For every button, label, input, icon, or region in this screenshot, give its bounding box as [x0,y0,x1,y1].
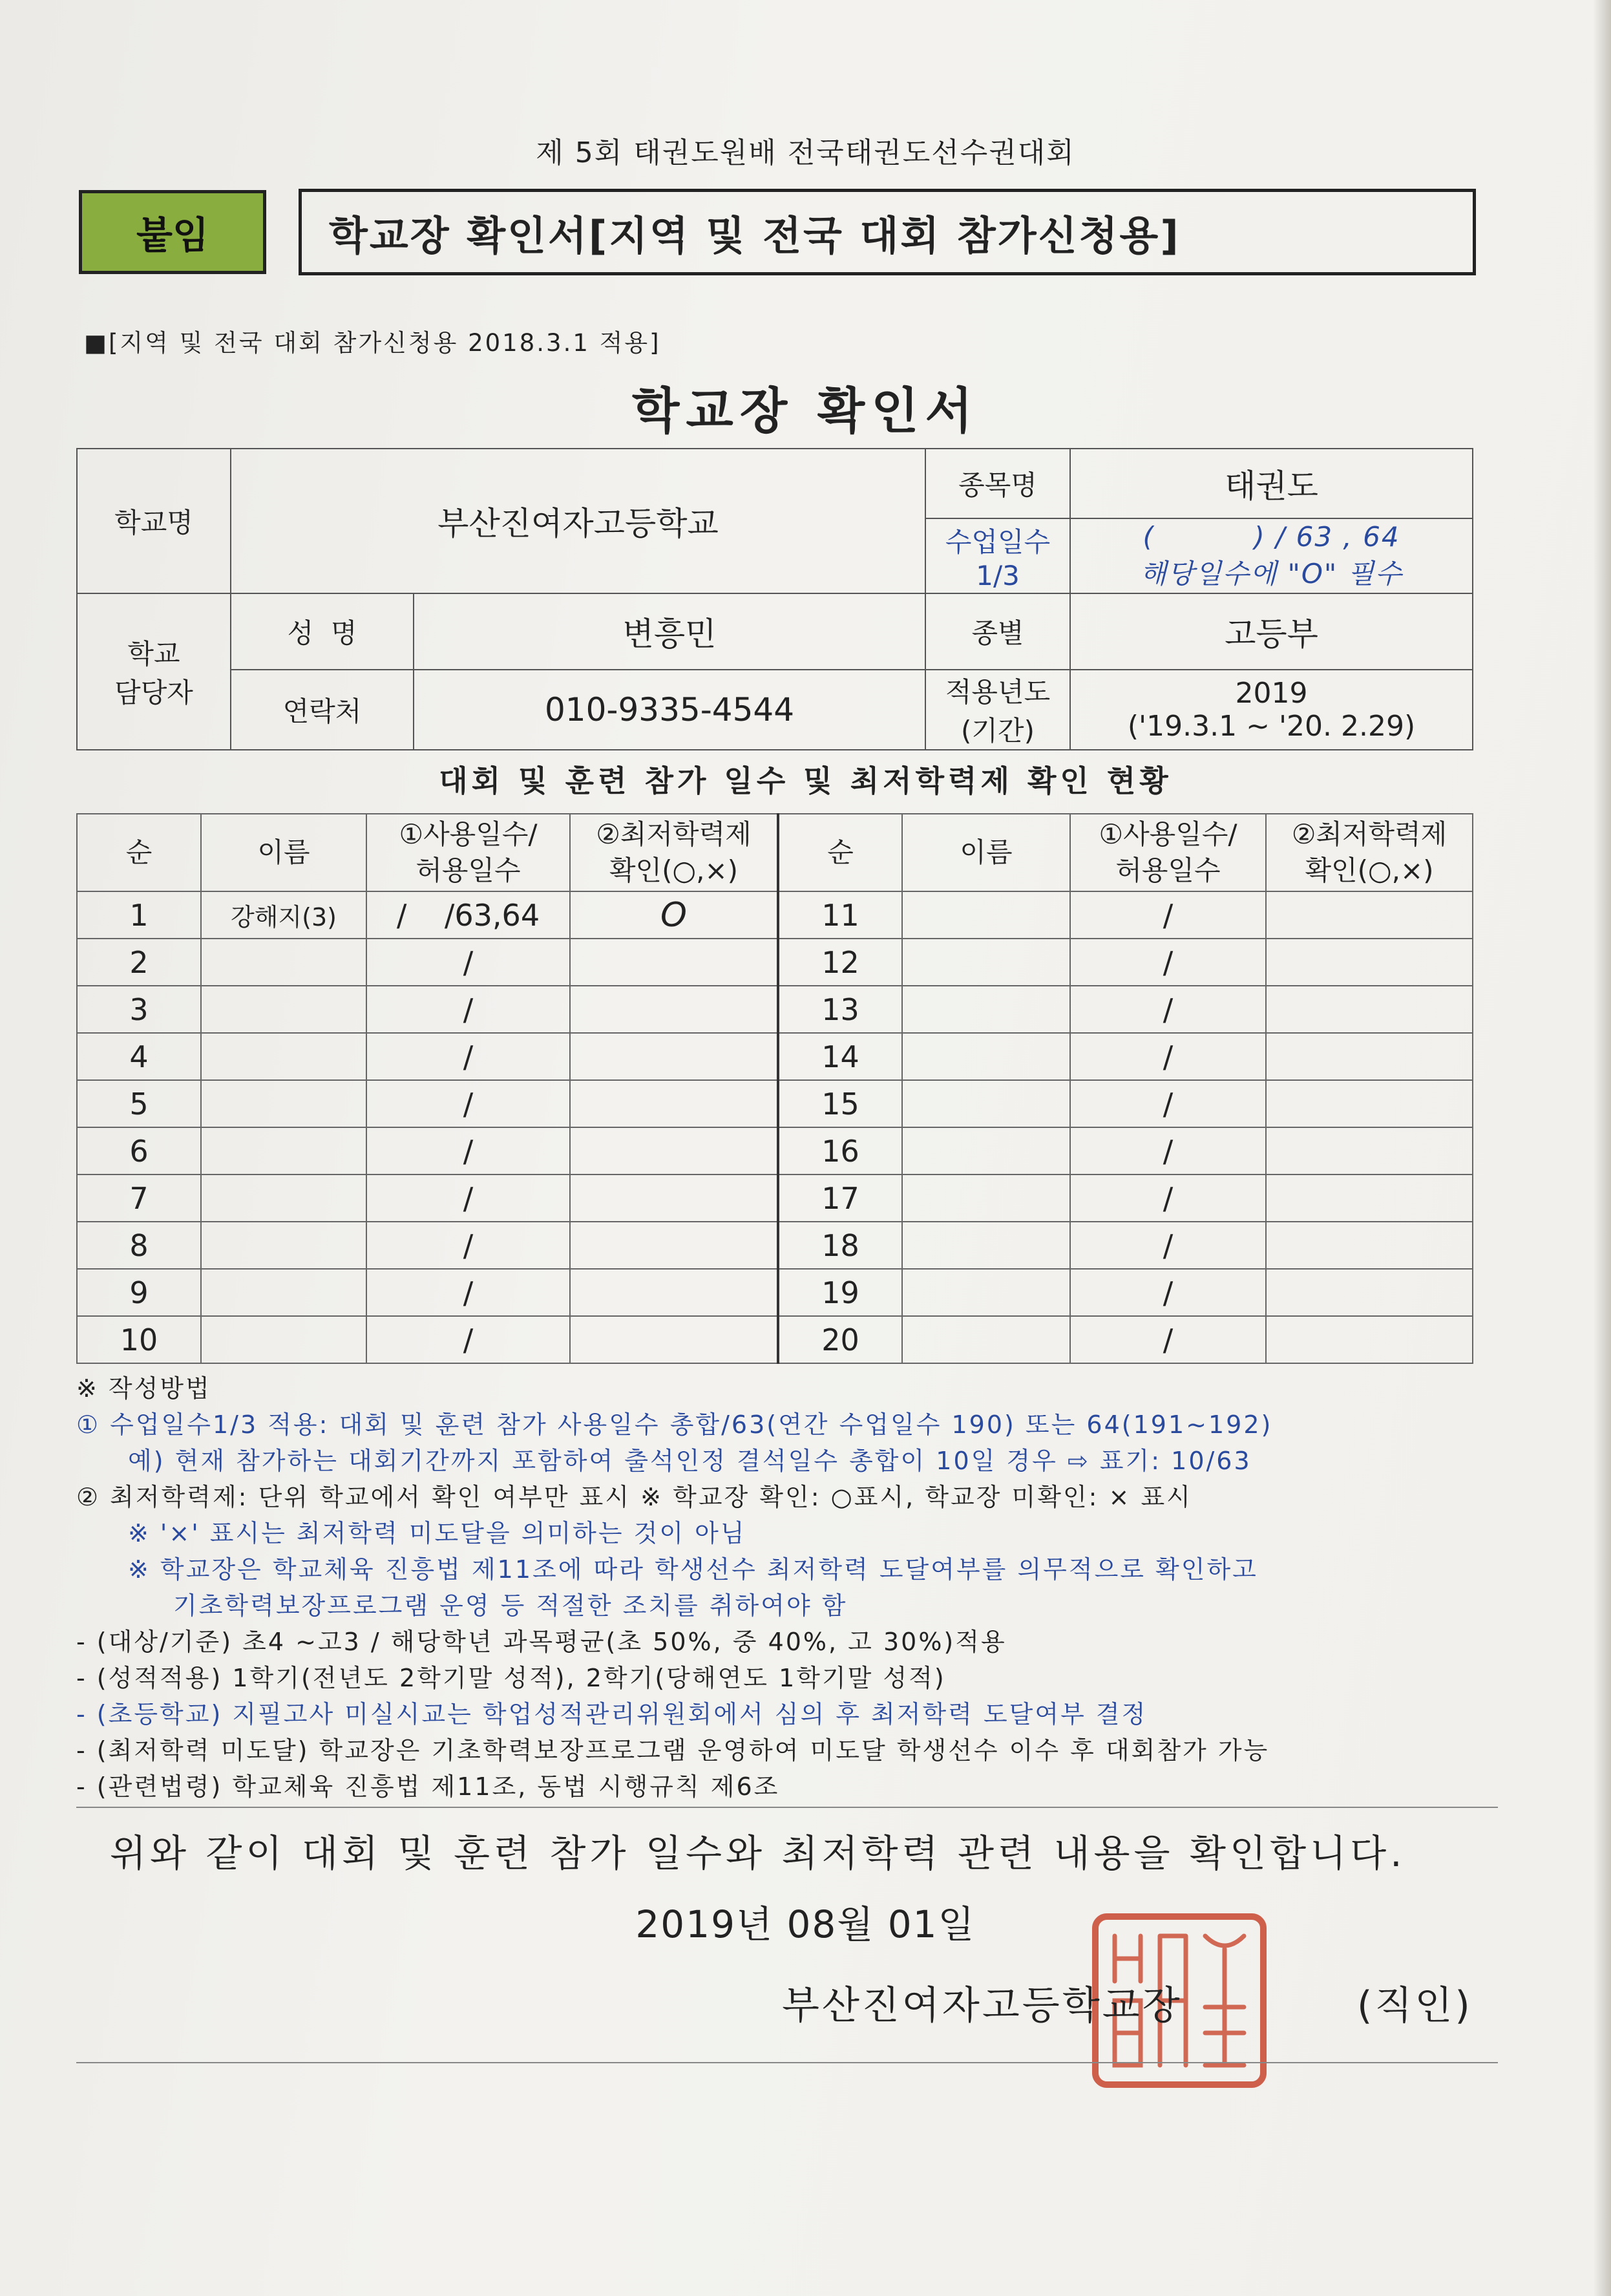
usage-days-right: / [1070,939,1266,986]
usage-days-right: / [1070,891,1266,939]
header-days-right [1070,814,1266,891]
year-label [925,670,1070,750]
header-min-grade-right [1266,814,1473,891]
table-row [77,1269,1473,1316]
row-number: 10 [77,1316,201,1363]
method-line-5: ※ 학교장은 학교체육 진흥법 제11조에 따라 학생선수 최저학력 도달여부를 의무적으로 확인하고 [128,1555,1258,1584]
row-number-right: 14 [778,1033,902,1080]
min-grade-check-right [1266,1269,1473,1316]
usage-days: / [366,1080,570,1127]
table-row [77,986,1473,1033]
table-row [77,1033,1473,1080]
method-line-11: - (관련법령) 학교체육 진흥법 제11조, 동법 시행규칙 제6조 [76,1772,780,1801]
table-row [77,1175,1473,1222]
student-name: 강해지(3) [201,891,366,939]
table-row [77,1316,1473,1363]
row-number-right: 12 [778,939,902,986]
student-name-right [902,1033,1070,1080]
student-name [201,939,366,986]
document-title: 학교장 확인서 [632,382,979,440]
header-min-right-line1: ②최저학력제 [1291,818,1448,850]
event-title: 제 5회 태권도원배 전국태권도선수권대회 [536,136,1075,169]
usage-days: / [366,1175,570,1222]
manager-label-line2: 담당자 [114,677,193,708]
usage-days: / [366,986,570,1033]
min-grade-check-right [1266,891,1473,939]
writing-instructions [76,1370,1498,1805]
student-name [201,1080,366,1127]
header-days-line1: ①사용일수/ [399,818,538,850]
usage-days: / [366,1033,570,1080]
status-section-title: 대회 및 훈련 참가 일수 및 최저학력제 확인 현황 [439,763,1172,798]
header-days-line2: 허용일수 [416,855,521,886]
student-name [201,1033,366,1080]
usage-days-right: / [1070,1127,1266,1175]
applicability-note: ■[지역 및 전국 대회 참가신청용 2018.3.1 적용] [84,329,661,357]
contact-value: 010-9335-4544 [414,670,925,750]
min-grade-check-right [1266,1175,1473,1222]
row-number-right: 13 [778,986,902,1033]
year-value [1070,670,1473,750]
student-name-right [902,1080,1070,1127]
header-days-right-line1: ①사용일수/ [1099,818,1237,850]
class-days-value [1070,518,1473,593]
event-label: 종목명 [925,449,1070,518]
student-name [201,1222,366,1269]
student-name-right [902,986,1070,1033]
min-grade-check [570,1127,778,1175]
row-number-right: 15 [778,1080,902,1127]
min-grade-check-right [1266,1222,1473,1269]
manager-name: 변흥민 [414,593,925,670]
row-number: 3 [77,986,201,1033]
student-name-right [902,1175,1070,1222]
student-name [201,1316,366,1363]
row-number-right: 18 [778,1222,902,1269]
method-line-6: 기초학력보장프로그램 운영 등 적절한 조치를 취하여야 함 [173,1591,848,1620]
usage-days: / [366,939,570,986]
division-value: 고등부 [1070,593,1473,670]
table-row [77,1127,1473,1175]
student-name-right [902,939,1070,986]
min-grade-check [570,986,778,1033]
min-grade-check-right [1266,1316,1473,1363]
header-title-box: 학교장 확인서[지역 및 전국 대회 참가신청용] [299,189,1476,275]
row-number-right: 20 [778,1316,902,1363]
method-line-3: ② 최저학력제: 단위 학교에서 확인 여부만 표시 ※ 학교장 확인: ○표시, 학교장 미확인: × 표시 [76,1483,1192,1511]
table-row [77,939,1473,986]
participation-table [76,813,1473,1364]
class-days-value-line1: ( ) / 63 , 64 [1142,520,1400,553]
manager-label [77,593,231,750]
min-grade-check-right [1266,1033,1473,1080]
min-grade-check [570,1175,778,1222]
manager-label-line1: 학교 [127,638,180,670]
row-number: 4 [77,1033,201,1080]
row-number-right: 11 [778,891,902,939]
usage-days: / [366,1316,570,1363]
header-min-right-line2: 확인(○,×) [1305,855,1434,886]
usage-days: / [366,1127,570,1175]
divider-bottom [76,2062,1498,2063]
min-grade-check [570,1316,778,1363]
row-number-right: 17 [778,1175,902,1222]
min-grade-check [570,1080,778,1127]
event-value: 태권도 [1070,449,1473,518]
header-days-right-line2: 허용일수 [1115,855,1221,886]
row-number: 1 [77,891,201,939]
min-grade-check: O [570,891,778,939]
student-name-right [902,891,1070,939]
min-grade-check [570,1033,778,1080]
min-grade-check-right [1266,1127,1473,1175]
header-min-line2: 확인(○,×) [609,855,739,886]
table-row [77,1222,1473,1269]
row-number-right: 19 [778,1269,902,1316]
row-number: 2 [77,939,201,986]
usage-days-right: / [1070,1175,1266,1222]
student-name-right [902,1269,1070,1316]
usage-days-right: / [1070,1269,1266,1316]
row-number: 5 [77,1080,201,1127]
school-name: 부산진여자고등학교 [231,449,925,593]
row-number: 8 [77,1222,201,1269]
name-label: 성 명 [231,593,414,670]
division-label: 종별 [925,593,1070,670]
header-days [366,814,570,891]
method-line-1: ① 수업일수1/3 적용: 대회 및 훈련 참가 사용일수 총합/63(연간 수업일수 190) 또는 64(191~192) [76,1410,1273,1439]
attachment-badge: 붙임 [79,190,266,274]
method-line-7: - (대상/기준) 초4 ~고3 / 해당학년 과목평균(초 50%, 중 40%, 고 30%)적용 [76,1628,1007,1656]
row-number: 7 [77,1175,201,1222]
table-row [77,1080,1473,1127]
year-value-line1: 2019 [1235,677,1308,710]
student-name [201,1175,366,1222]
usage-days: / [366,1222,570,1269]
row-number-right: 16 [778,1127,902,1175]
method-title: ※ 작성방법 [76,1374,211,1403]
method-line-8: - (성적적용) 1학기(전년도 2학기말 성적), 2학기(당해연도 1학기말 성적) [76,1664,946,1692]
student-name-right [902,1222,1070,1269]
confirmation-text: 위와 같이 대회 및 훈련 참가 일수와 최저학력 관련 내용을 확인합니다. [110,1831,1406,1875]
usage-days-right: / [1070,1033,1266,1080]
min-grade-check [570,939,778,986]
student-name [201,1127,366,1175]
method-line-10: - (최저학력 미도달) 학교장은 기초학력보장프로그램 운영하여 미도달 학생선수 이수 후 대회참가 가능 [76,1736,1270,1765]
min-grade-check-right [1266,1080,1473,1127]
row-number: 9 [77,1269,201,1316]
header-min-grade [570,814,778,891]
school-info-table [76,448,1473,750]
table-row [77,891,1473,939]
year-label-line1: 적용년도 [945,676,1051,708]
header-min-line1: ②최저학력제 [596,818,752,850]
usage-days: / /63,64 [366,891,570,939]
header-name: 이름 [201,814,366,891]
min-grade-check-right [1266,939,1473,986]
class-days-value-line2: 해당일수에 "O" 필수 [1140,557,1403,590]
usage-days-right: / [1070,986,1266,1033]
min-grade-check-right [1266,986,1473,1033]
contact-label: 연락처 [231,670,414,750]
class-days-label-line1: 수업일수 [945,526,1051,558]
class-days-label-line2: 1/3 [976,559,1020,591]
class-days-label [925,518,1070,593]
header-no: 순 [77,814,201,891]
method-line-9: - (초등학교) 지필고사 미실시교는 학업성적관리위원회에서 심의 후 최저학력 도달여부 결정 [76,1700,1148,1728]
divider-top [76,1807,1498,1808]
principal-signature: 부산진여자고등학교장 [782,1983,1183,2028]
year-label-line2: (기간) [961,715,1035,747]
header-name-right: 이름 [902,814,1070,891]
table-header-row [77,814,1473,891]
confirmation-date: 2019년 08월 01일 [635,1902,976,1946]
student-name-right [902,1127,1070,1175]
row-number: 6 [77,1127,201,1175]
min-grade-check [570,1269,778,1316]
school-label: 학교명 [77,449,231,593]
min-grade-check [570,1222,778,1269]
usage-days: / [366,1269,570,1316]
method-line-4: ※ '×' 표시는 최저학력 미도달을 의미하는 것이 아님 [128,1519,746,1547]
usage-days-right: / [1070,1222,1266,1269]
student-name [201,986,366,1033]
usage-days-right: / [1070,1316,1266,1363]
header-no-right: 순 [778,814,902,891]
student-name-right [902,1316,1070,1363]
student-name [201,1269,366,1316]
year-value-line2: ('19.3.1 ~ '20. 2.29) [1127,710,1416,743]
method-line-2: 예) 현재 참가하는 대회기간까지 포함하여 출석인정 결석일수 총합이 10일 경우 ⇨ 표기: 10/63 [128,1447,1252,1475]
official-seal-label: (직인) [1357,1983,1473,2028]
usage-days-right: / [1070,1080,1266,1127]
